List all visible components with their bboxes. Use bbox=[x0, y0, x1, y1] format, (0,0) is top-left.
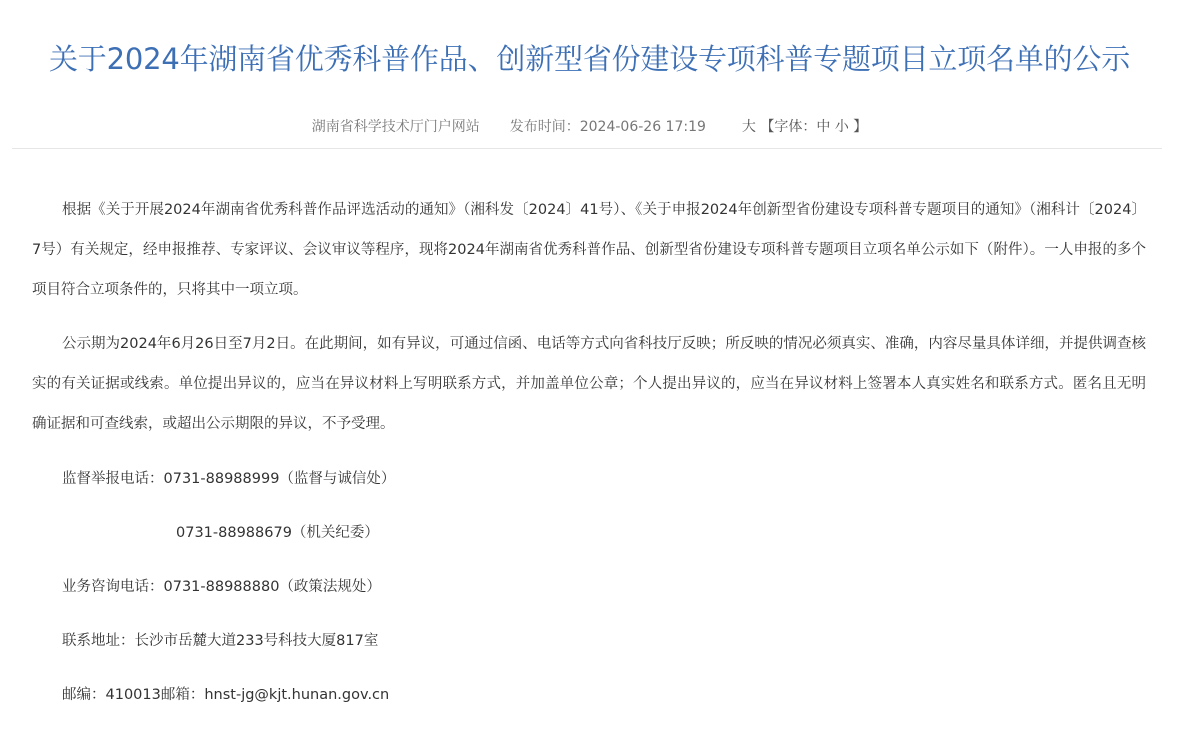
article-source: 湖南省科学技术厅门户网站 bbox=[311, 119, 480, 135]
supervision-phone-line-2: 0731-88988679（机关纪委） bbox=[176, 525, 379, 541]
font-size-bracket-close: 】 bbox=[853, 119, 868, 135]
publish-time: 2024-06-26 17:19 bbox=[579, 119, 706, 135]
supervision-phone-line: 监督举报电话：0731-88988999（监督与诚信处） bbox=[62, 471, 396, 487]
font-size-large-button[interactable]: 大 bbox=[741, 119, 756, 135]
business-phone-line: 业务咨询电话：0731-88988880（政策法规处） bbox=[62, 579, 381, 595]
contact-address-line: 联系地址：长沙市岳麓大道233号科技大厦817室 bbox=[62, 633, 379, 649]
publish-time-label: 发布时间： bbox=[509, 119, 580, 135]
font-size-medium-button[interactable]: 中 bbox=[816, 119, 831, 135]
font-size-small-button[interactable]: 小 bbox=[834, 119, 849, 135]
paragraph-basis: 根据《关于开展2024年湖南省优秀科普作品评选活动的通知》（湘科发〔2024〕41号）、《关于申报2024年创新型省份建设专项科普专题项目的通知》（湘科计〔2024〕7号）有关规定，经申报推荐、专家评议、会议审议等程序，现将2024年湖南省优秀科普作品、创新型省份建设专项科普专题项目立项名单公示如下（附件）。一人申报的多个项目符合立项条件的，只将其中一项立项。 bbox=[32, 202, 1146, 298]
font-size-label: 【字体： bbox=[760, 119, 817, 135]
article-meta bbox=[0, 116, 1179, 138]
article-title: 关于2024年湖南省优秀科普作品、创新型省份建设专项科普专题项目立项名单的公示 bbox=[48, 42, 1130, 76]
article-body bbox=[32, 190, 1146, 706]
postal-email-line: 邮编：410013邮箱：hnst-jg@kjt.hunan.gov.cn bbox=[62, 687, 390, 703]
header-divider bbox=[12, 148, 1162, 149]
paragraph-publicity-period: 公示期为2024年6月26日至7月2日。在此期间，如有异议，可通过信函、电话等方式向省科技厅反映；所反映的情况必须真实、准确，内容尽量具体详细，并提供调查核实的有关证据或线索。单位提出异议的，应当在异议材料上写明联系方式，并加盖单位公章；个人提出异议的，应当在异议材料上签署本人真实姓名和联系方式。匿名且无明确证据和可查线索，或超出公示期限的异议，不予受理。 bbox=[32, 336, 1146, 432]
